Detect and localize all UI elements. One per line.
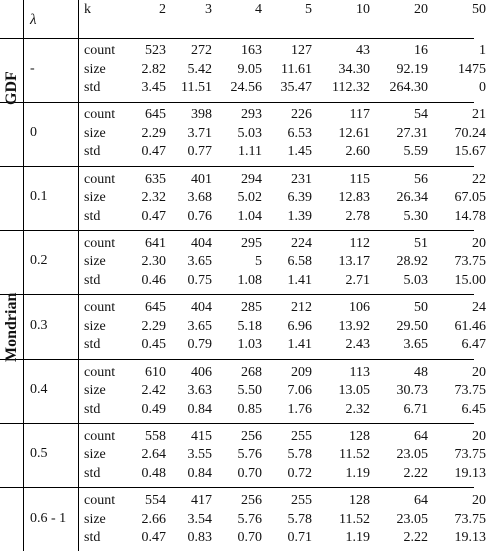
metric-label: count [84,171,116,187]
metric-label: size [84,190,106,206]
metric-label: std [84,144,101,160]
table-cell: 2.42 [141,383,166,398]
metric-label: size [84,61,106,77]
table-cell: 92.19 [396,61,428,77]
table-cell: 0.70 [237,530,262,546]
table-cell: 73.75 [454,254,486,270]
metric-label: count [84,300,116,316]
table-cell: 64 [414,493,428,509]
table-cell: 209 [291,364,312,380]
table-cell: 0.84 [187,465,212,481]
table-cell: 417 [191,493,212,509]
table-cell: 2.64 [141,447,166,463]
table-cell: 6.45 [461,401,486,417]
table-cell: 51 [414,235,428,251]
lambda-value: - [30,60,35,76]
table-cell: 6.47 [461,337,486,353]
table-cell: 0.72 [287,465,312,481]
table-cell: 255 [291,428,312,444]
lambda-value: 0.2 [30,253,48,269]
group-label: Mondrian [3,293,20,363]
table-cell: 0.77 [187,144,212,160]
metric-label: count [84,364,116,380]
metric-label: std [84,337,101,353]
group-label: GDF [3,71,20,106]
table-cell: 226 [291,107,312,123]
table-cell: 1.08 [237,272,262,288]
table-cell: 1.41 [287,272,312,288]
table-cell: 3.65 [403,337,428,353]
table-cell: 14.78 [454,208,486,224]
table-cell: 401 [191,171,212,187]
table-cell: 20 [472,428,486,444]
table-cell: 1.39 [287,208,312,224]
table-cell: 16 [414,43,428,58]
table-cell: 28.92 [396,254,428,270]
table-cell: 19.13 [454,530,486,546]
table-cell: 3.65 [187,254,212,270]
table-cell: 224 [291,235,312,251]
table-cell: 0.85 [237,401,262,417]
table-cell: 117 [349,107,370,123]
k-column-header: 5 [305,2,312,17]
table-cell: 21 [472,107,486,123]
table-cell: 43 [356,43,370,58]
table-cell: 106 [349,300,370,316]
table-cell: 6.58 [287,254,312,270]
table-cell: 73.75 [454,383,486,398]
table-cell: 2.32 [141,190,166,206]
table-cell: 3.55 [187,447,212,463]
table-cell: 0.46 [141,272,166,288]
table-cell: 13.17 [338,254,370,270]
table-cell: 0.49 [141,401,166,417]
metric-label: size [84,447,106,463]
table-cell: 2.43 [345,337,370,353]
table-cell: 5.59 [403,144,428,160]
table-cell: 115 [349,171,370,187]
table-cell: 127 [291,43,312,58]
table-cell: 523 [145,43,166,58]
table-cell: 11.52 [339,447,370,463]
table-cell: 15.67 [454,144,486,160]
table-cell: 0.47 [141,208,166,224]
lambda-column-divider [78,0,79,551]
table-cell: 2.29 [141,318,166,334]
table-cell: 23.05 [396,447,428,463]
table-cell: 112 [349,235,370,251]
metric-label: size [84,511,106,527]
k-column-header: 3 [205,2,212,17]
table-cell: 5.03 [237,125,262,141]
metric-label: std [84,401,101,417]
table-cell: 404 [191,300,212,316]
table-cell: 0.84 [187,401,212,417]
table-cell: 398 [191,107,212,123]
table-cell: 24.56 [230,80,262,95]
table-cell: 112.32 [332,80,370,95]
table-cell: 73.75 [454,447,486,463]
table-cell: 272 [191,43,212,58]
metric-label: count [84,43,116,58]
table-cell: 1.41 [287,337,312,353]
table-cell: 163 [241,43,262,58]
k-column-header: 2 [159,2,166,17]
table-cell: 0.83 [187,530,212,546]
table-cell: 35.47 [280,80,312,95]
table-cell: 3.63 [187,383,212,398]
table-cell: 256 [241,428,262,444]
table-cell: 1.45 [287,144,312,160]
table-cell: 558 [145,428,166,444]
table-cell: 641 [145,235,166,251]
row-rule [0,230,474,231]
table-cell: 285 [241,300,262,316]
row-rule [0,166,474,167]
table-cell: 0 [479,80,486,95]
table-cell: 268 [241,364,262,380]
row-rule [0,294,474,295]
table-cell: 2.60 [345,144,370,160]
lambda-value: 0 [30,124,37,140]
group-rule [0,102,474,103]
table-cell: 20 [472,235,486,251]
table-cell: 48 [414,364,428,380]
table-cell: 113 [349,364,370,380]
table-cell: 2.71 [345,272,370,288]
table-cell: 12.83 [338,190,370,206]
table-cell: 0.47 [141,530,166,546]
table-cell: 2.32 [345,401,370,417]
table-cell: 415 [191,428,212,444]
table-cell: 2.22 [403,530,428,546]
table-cell: 5.18 [237,318,262,334]
table-cell: 5.50 [237,383,262,398]
table-cell: 7.06 [287,383,312,398]
table-cell: 294 [241,171,262,187]
table-cell: 5.76 [237,511,262,527]
table-cell: 5.76 [237,447,262,463]
table-cell: 295 [241,235,262,251]
table-cell: 1.76 [287,401,312,417]
table-cell: 5.03 [403,272,428,288]
lambda-value: 0.3 [30,317,48,333]
table-cell: 24 [472,300,486,316]
table-cell: 20 [472,364,486,380]
table-cell: 635 [145,171,166,187]
table-cell: 27.31 [396,125,428,141]
table-cell: 70.24 [454,125,486,141]
table-cell: 23.05 [396,511,428,527]
table-cell: 3.71 [187,125,212,141]
table-cell: 0.48 [141,465,166,481]
table-cell: 3.65 [187,318,212,334]
table-cell: 26.34 [396,190,428,206]
metric-label: std [84,208,101,224]
metric-label: size [84,318,106,334]
row-rule [0,487,474,488]
table-cell: 0.70 [237,465,262,481]
table-cell: 3.54 [187,511,212,527]
table-cell: 11.52 [339,511,370,527]
table-cell: 20 [472,493,486,509]
table-cell: 231 [291,171,312,187]
table-cell: 0.45 [141,337,166,353]
table-cell: 610 [145,364,166,380]
table-cell: 645 [145,107,166,123]
k-column-header: 50 [472,2,486,17]
table-cell: 5.30 [403,208,428,224]
table-cell: 29.50 [396,318,428,334]
table-cell: 3.45 [141,80,166,95]
row-rule [0,423,474,424]
table-cell: 19.13 [454,465,486,481]
table-cell: 5.42 [187,61,212,77]
table-cell: 6.71 [403,401,428,417]
table-cell: 5 [255,254,262,270]
table-cell: 406 [191,364,212,380]
metric-label: std [84,465,101,481]
table-cell: 5.78 [287,511,312,527]
table-cell: 13.05 [338,383,370,398]
table-cell: 1 [479,43,486,58]
k-header: k [84,2,91,17]
table-cell: 1.19 [345,465,370,481]
table-cell: 6.53 [287,125,312,141]
table-cell: 11.61 [281,61,312,77]
table-cell: 30.73 [396,383,428,398]
metric-label: std [84,530,101,546]
table-cell: 3.68 [187,190,212,206]
table-cell: 2.66 [141,511,166,527]
table-cell: 645 [145,300,166,316]
table-cell: 128 [349,428,370,444]
table-cell: 64 [414,428,428,444]
table-cell: 264.30 [389,80,428,95]
header-rule [0,38,474,39]
table-cell: 554 [145,493,166,509]
table-cell: 1.04 [237,208,262,224]
row-rule [0,359,474,360]
lambda-value: 0.1 [30,189,48,205]
table-cell: 0.47 [141,144,166,160]
table-cell: 2.30 [141,254,166,270]
metric-label: count [84,107,116,123]
table-cell: 0.71 [287,530,312,546]
metric-label: count [84,493,116,509]
k-column-header: 10 [356,2,370,17]
table-cell: 54 [414,107,428,123]
table-cell: 9.05 [237,61,262,77]
table-cell: 22 [472,171,486,187]
table-cell: 2.78 [345,208,370,224]
table-cell: 56 [414,171,428,187]
table-cell: 0.76 [187,208,212,224]
table-cell: 1.11 [238,144,262,160]
table-cell: 50 [414,300,428,316]
table-cell: 0.79 [187,337,212,353]
table-cell: 5.78 [287,447,312,463]
table-cell: 2.22 [403,465,428,481]
table-cell: 2.29 [141,125,166,141]
table-cell: 1475 [458,61,486,77]
table-cell: 255 [291,493,312,509]
table-cell: 256 [241,493,262,509]
lambda-value: 0.4 [30,382,48,397]
metric-label: std [84,80,101,95]
metric-label: size [84,383,106,398]
table-cell: 11.51 [181,80,212,95]
table-cell: 128 [349,493,370,509]
metric-label: std [84,272,101,288]
lambda-value: 0.6 - 1 [30,510,67,526]
table-cell: 15.00 [454,272,486,288]
group-column-divider [23,0,24,551]
table-cell: 67.05 [454,190,486,206]
table-cell: 73.75 [454,511,486,527]
table-cell: 2.82 [141,61,166,77]
lambda-value: 0.5 [30,446,48,462]
lambda-header: λ [30,12,37,28]
k-column-header: 20 [414,2,428,17]
table-cell: 6.96 [287,318,312,334]
metric-label: size [84,254,106,270]
table-cell: 13.92 [338,318,370,334]
metric-label: size [84,125,106,141]
metric-label: count [84,235,116,251]
table-cell: 1.19 [345,530,370,546]
table-cell: 12.61 [338,125,370,141]
table-cell: 1.03 [237,337,262,353]
metric-label: count [84,428,116,444]
table-cell: 5.02 [237,190,262,206]
table-cell: 404 [191,235,212,251]
table-cell: 212 [291,300,312,316]
table-cell: 293 [241,107,262,123]
table-cell: 6.39 [287,190,312,206]
table-cell: 61.46 [454,318,486,334]
k-column-header: 4 [255,2,262,17]
table-cell: 0.75 [187,272,212,288]
table-cell: 34.30 [338,61,370,77]
